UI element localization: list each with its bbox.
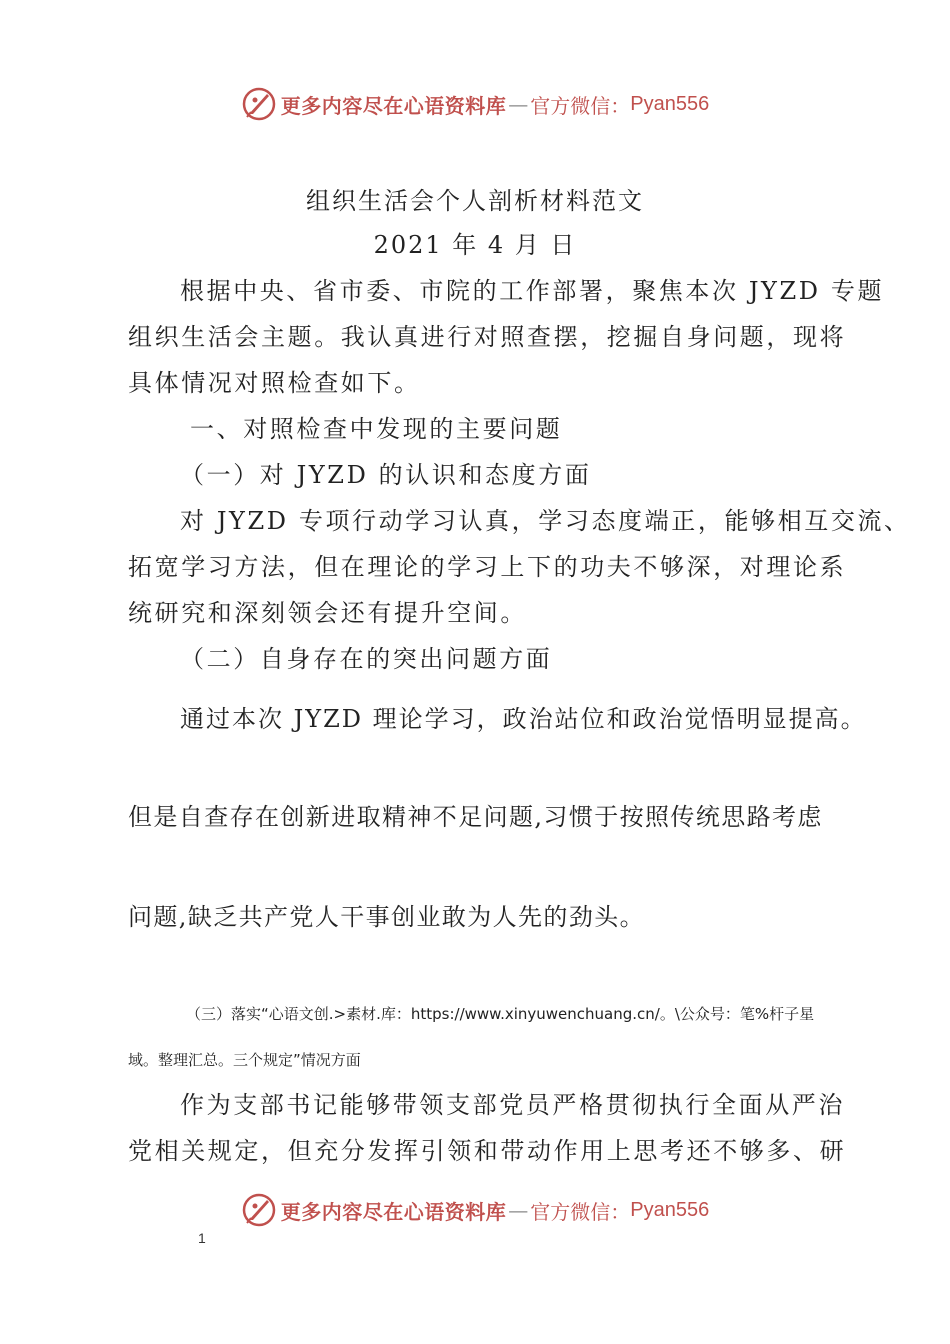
- page-number: 1: [198, 1230, 206, 1246]
- paragraph-line: 通过本次 JYZD 理论学习，政治站位和政治觉悟明显提高。: [180, 705, 867, 733]
- paragraph-line: 但是自查存在创新进取精神不足问题,习惯于按照传统思路考虑: [128, 803, 823, 831]
- subsection-heading: （二）自身存在的突出问题方面: [180, 645, 553, 673]
- paragraph-line: 作为支部书记能够带领支部党员严格贯彻执行全面从严治: [180, 1091, 845, 1119]
- paragraph-line: 党相关规定，但充分发挥引领和带动作用上思考还不够多、研: [128, 1137, 847, 1165]
- quill-logo-icon: [241, 1192, 277, 1228]
- footer-banner: [0, 1190, 950, 1230]
- banner-subtitle: 官方微信：: [530, 1199, 631, 1224]
- banner-wechat-id: Pyan556: [630, 1198, 710, 1221]
- paragraph-line: 组织生活会主题。我认真进行对照查摆，挖掘自身问题，现将: [128, 323, 847, 351]
- quill-logo-icon: [241, 86, 277, 122]
- paragraph-line: 统研究和深刻领会还有提升空间。: [128, 599, 527, 627]
- banner-wechat-id: Pyan556: [630, 92, 710, 115]
- paragraph-line: 对 JYZD 专项行动学习认真，学习态度端正，能够相互交流、: [180, 507, 911, 535]
- subsection-heading: （一）对 JYZD 的认识和态度方面: [180, 461, 592, 489]
- banner-text: 更多内容尽在心语资料库: [280, 93, 507, 118]
- paragraph-line: 具体情况对照检查如下。: [128, 369, 421, 397]
- section-heading: 一、对照检查中发现的主要问题: [190, 415, 563, 443]
- subsection-heading-small: （三）落实“心语文创.>素材.库：https://www.xinyuwenchuang.cn/。\公众号：笔%杆子星: [186, 1005, 815, 1023]
- subsection-heading-small: 域。整理汇总。三个规定”情况方面: [128, 1051, 361, 1069]
- document-title: 组织生活会个人剖析材料范文: [306, 187, 644, 215]
- paragraph-line: 拓宽学习方法，但在理论的学习上下的功夫不够深，对理论系: [128, 553, 847, 581]
- paragraph-line: 问题,缺乏共产党人干事创业敢为人先的劲头。: [128, 903, 646, 931]
- document-date: 2021 年 4 月 日: [373, 231, 577, 259]
- banner-separator: —: [508, 92, 529, 116]
- banner-subtitle: 官方微信：: [530, 93, 631, 118]
- paragraph-line: 根据中央、省市委、市院的工作部署，聚焦本次 JYZD 专题: [180, 277, 885, 305]
- banner-text: 更多内容尽在心语资料库: [280, 1199, 507, 1224]
- banner-separator: —: [508, 1198, 529, 1222]
- header-banner: [0, 84, 950, 124]
